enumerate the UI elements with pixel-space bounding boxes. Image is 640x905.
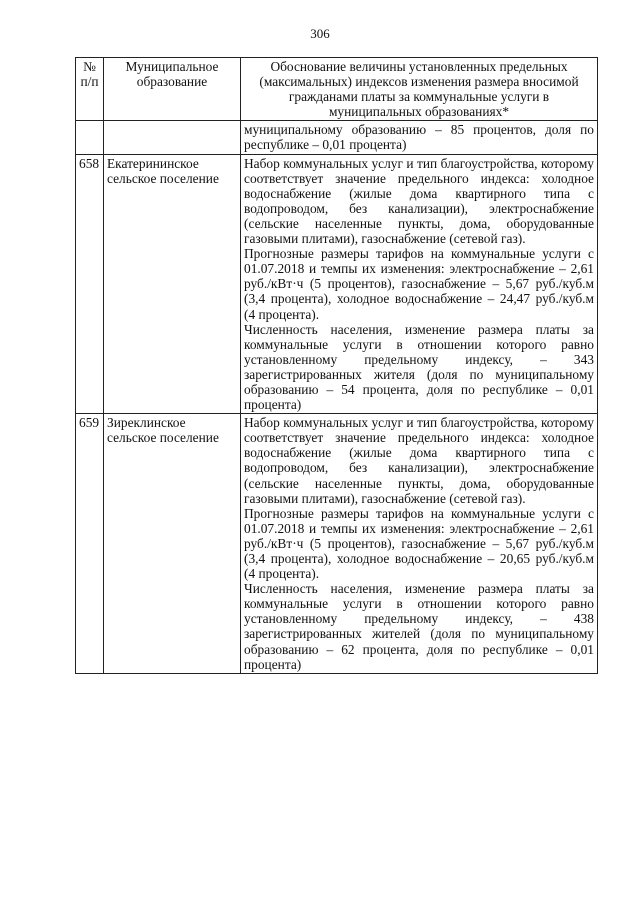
utility-set-paragraph: Набор коммунальных услуг и тип благоустройства, которому соответствует значение предельного индекса: холодное водоснабжение (жилые дома квартирного типа с водопроводом, без канализации), электроснабжение (сельские населенные пункты, дома, оборудованные газовыми плитами), газоснабжение (сетевой газ). [244,415,594,506]
table-header-row [76,58,598,121]
continuation-num-cell [76,121,104,154]
tariff-forecast-paragraph: Прогнозные размеры тарифов на коммунальные услуги с 01.07.2018 и темпы их изменения: электроснабжение – 2,61 руб./кВт·ч (5 процентов), газоснабжение – 5,67 руб./куб.м (3,4 процента), холодное водоснабжение – 24,47 руб./куб.м (4 процента). [244,246,594,322]
row-municipality: Зиреклинское сельское поселение [104,414,241,674]
tariff-forecast-paragraph: Прогнозные размеры тарифов на коммунальные услуги с 01.07.2018 и темпы их изменения: электроснабжение – 2,61 руб./кВт·ч (5 процентов), газоснабжение – 5,67 руб./куб.м (3,4 процента), холодное водоснабжение – 20,65 руб./куб.м (4 процента). [244,505,594,582]
row-number: 659 [76,414,104,674]
continuation-mun-cell [104,121,241,154]
tariff-index-table [75,57,598,674]
page-number: 306 [310,26,330,41]
table-row-continuation [76,121,598,154]
utility-set-paragraph: Набор коммунальных услуг и тип благоустройства, которому соответствует значение предельного индекса: холодное водоснабжение (жилые дома квартирного типа с водопроводом, без канализации), электроснабжение (сельские населенные пункты, дома, оборудованные газовыми плитами), газоснабжение (сетевой газ). [244,155,594,247]
row-justification [241,414,598,674]
table-row [76,414,598,674]
row-municipality: Екатерининское сельское поселение [104,154,241,414]
header-municipality: Муниципальное образование [104,58,241,121]
population-paragraph: Численность населения, изменение размера платы за коммунальные услуги в отношении которого равно установленному предельному индексу, – 438 зарегистрированных жителей (доля по муниципальному образованию – 62 процента, доля по республике – 0,01 процента) [244,581,594,672]
header-number: № п/п [76,58,104,121]
population-paragraph: Численность населения, изменение размера платы за коммунальные услуги в отношении которого равно установленному предельному индексу, – 343 зарегистрированных жителя (доля по муниципальному образованию – 54 процента, доля по республике – 0,01 процента) [244,321,594,413]
continuation-text: муниципальному образованию – 85 процентов, доля по республике – 0,01 процента) [241,121,598,154]
row-number: 658 [76,154,104,414]
header-justification: Обоснование величины установленных предельных (максимальных) индексов изменения размера вносимой гражданами платы за коммунальные услуги в муниципальных образованиях* [241,58,598,121]
table-row [76,154,598,414]
row-justification [241,154,598,414]
